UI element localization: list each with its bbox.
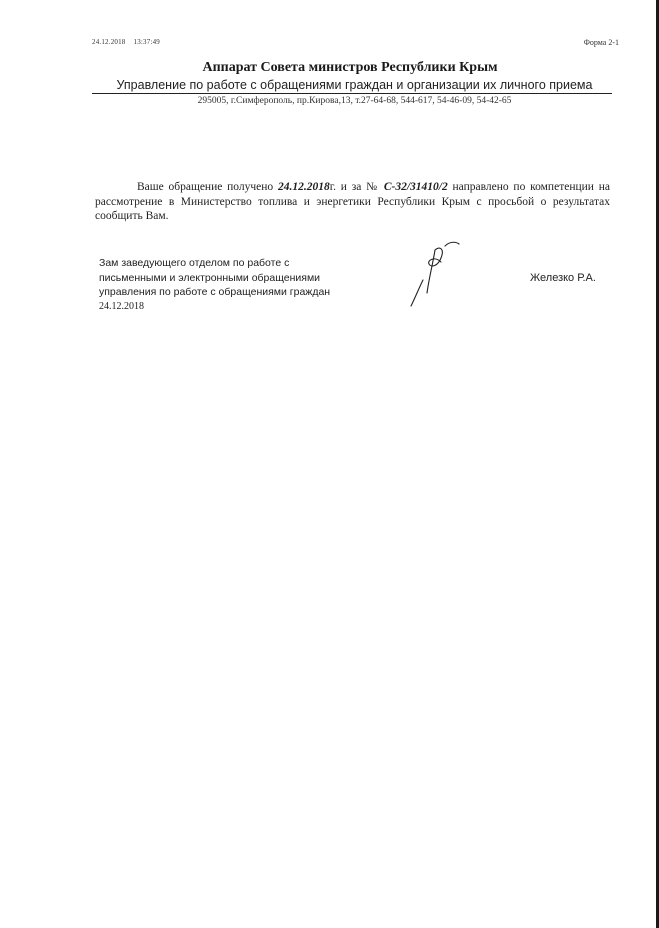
position-line: Зам заведующего отделом по работе с [99, 257, 290, 269]
letter-text-middle: г. и за № [329, 181, 384, 193]
header-divider [92, 93, 612, 94]
organization-title: Аппарат Совета министров Республики Крым [202, 60, 498, 75]
print-date: 24.12.2018 [92, 38, 126, 46]
position-line: управления по работе с обращениями граждан [99, 286, 331, 298]
registration-number: С-32/31410/2 [383, 181, 448, 193]
print-time: 13:37:49 [133, 38, 160, 46]
position-line: письменными и электронными обращениями [99, 271, 321, 284]
signatory-name: Железко Р.А. [530, 272, 596, 284]
signatory-position [99, 256, 330, 314]
form-number: Форма 2-1 [583, 38, 619, 47]
letter-text-start: Ваше обращение получено [137, 181, 278, 193]
signature-date: 24.12.2018 [99, 300, 144, 312]
organization-address: 295005, г.Симферополь, пр.Кирова,13, т.27-64-68, 544-617, 54-46-09, 54-42-65 [197, 96, 512, 106]
letter-text-end: направлено по компетенции на рассмотрение в Министерство топлива и энергетики Республики Крым с просьбой о результатах сообщить Вам. [95, 181, 610, 222]
handwritten-signature [405, 238, 465, 308]
department-name: Управление по работе с обращениями граждан и организации их личного приема [116, 78, 593, 92]
print-timestamp [92, 38, 168, 46]
letter-body [95, 180, 610, 224]
received-date: 24.12.2018 [277, 181, 330, 193]
